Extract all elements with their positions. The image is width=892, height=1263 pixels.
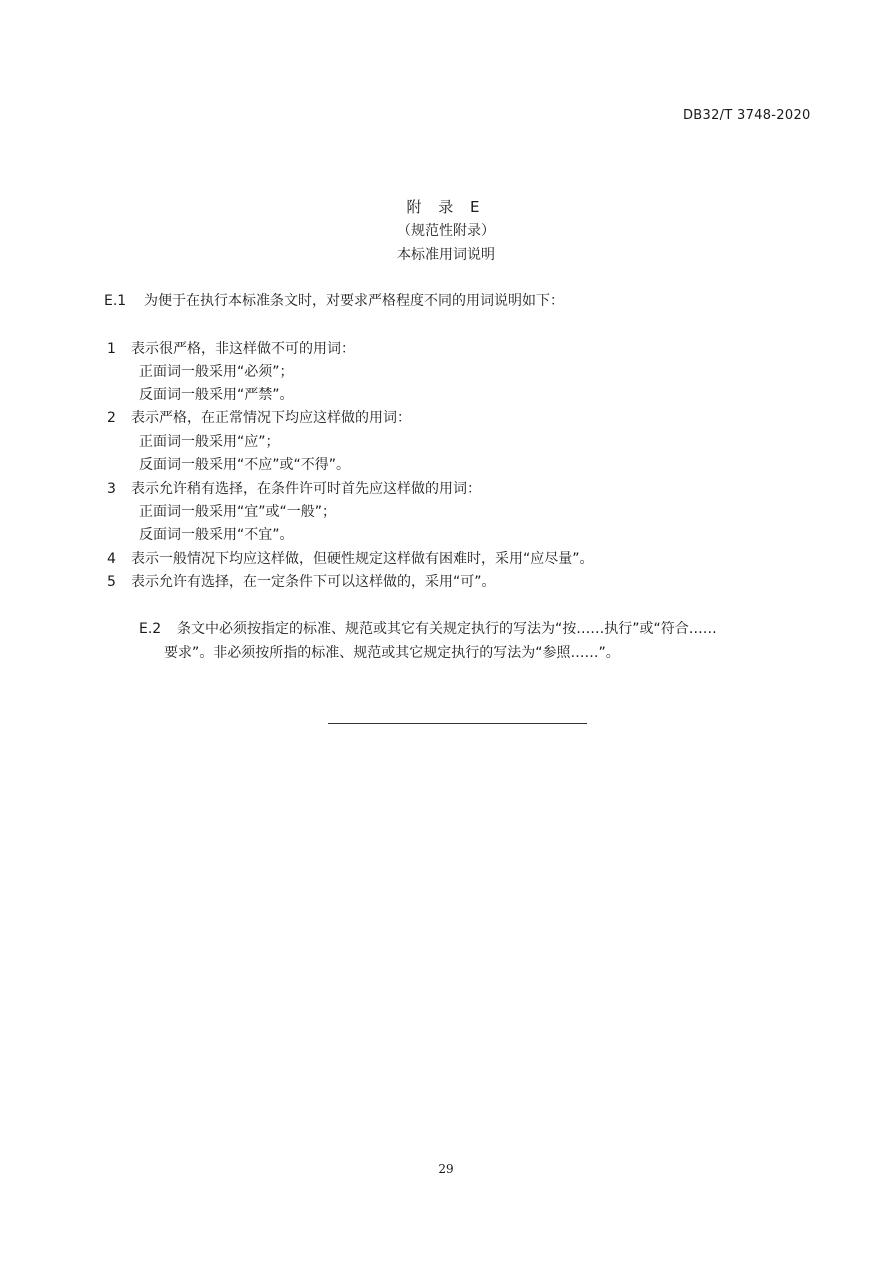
list-item: [107, 338, 355, 358]
clause-e1: [104, 290, 564, 310]
sub-item: 正面词一般采用“宜”或“一般”；: [139, 504, 337, 520]
sub-item: 正面词一般采用“必须”；: [139, 364, 294, 380]
clause-e2: [139, 618, 717, 638]
appendix-title: 附 录 E: [406, 198, 486, 216]
item-number: 3: [107, 481, 116, 497]
item-text: 表示很严格，非这样做不可的用词：: [131, 341, 355, 357]
clause-text-line1: 条文中必须按指定的标准、规范或其它有关规定执行的写法为“按……执行”或“符合……: [177, 621, 717, 637]
sub-item: 正面词一般采用“应”；: [139, 434, 280, 450]
sub-item: 反面词一般采用“不应”或“不得”。: [139, 457, 351, 473]
item-text: 表示允许有选择，在一定条件下可以这样做的，采用“可”。: [131, 574, 496, 590]
clause-text-line2: 要求”。非必须按所指的标准、规范或其它规定执行的写法为“参照……”。: [164, 645, 620, 661]
item-text: 表示允许稍有选择，在条件许可时首先应这样做的用词：: [131, 481, 481, 497]
item-text: 表示一般情况下均应这样做，但硬性规定这样做有困难时，采用“应尽量”。: [131, 551, 594, 567]
sub-item: 反面词一般采用“严禁”。: [139, 387, 294, 403]
list-item: [107, 478, 481, 498]
list-item: [107, 548, 594, 568]
item-text: 表示严格，在正常情况下均应这样做的用词：: [131, 410, 411, 426]
item-number: 2: [107, 410, 116, 426]
document-number: DB32/T 3748-2020: [683, 108, 811, 123]
clause-number: E.2: [139, 621, 162, 637]
sub-item: 反面词一般采用“不宜”。: [139, 527, 294, 543]
appendix-heading: 本标准用词说明: [397, 247, 495, 263]
list-item: [107, 407, 411, 427]
end-rule: [328, 723, 587, 724]
appendix-subtitle: （规范性附录）: [397, 223, 495, 239]
page-number: 29: [438, 1162, 454, 1176]
list-item: [107, 571, 496, 591]
item-number: 4: [107, 551, 116, 567]
clause-text: 为便于在执行本标准条文时，对要求严格程度不同的用词说明如下：: [144, 293, 564, 309]
item-number: 1: [107, 341, 116, 357]
clause-number: E.1: [104, 293, 127, 309]
item-number: 5: [107, 574, 116, 590]
